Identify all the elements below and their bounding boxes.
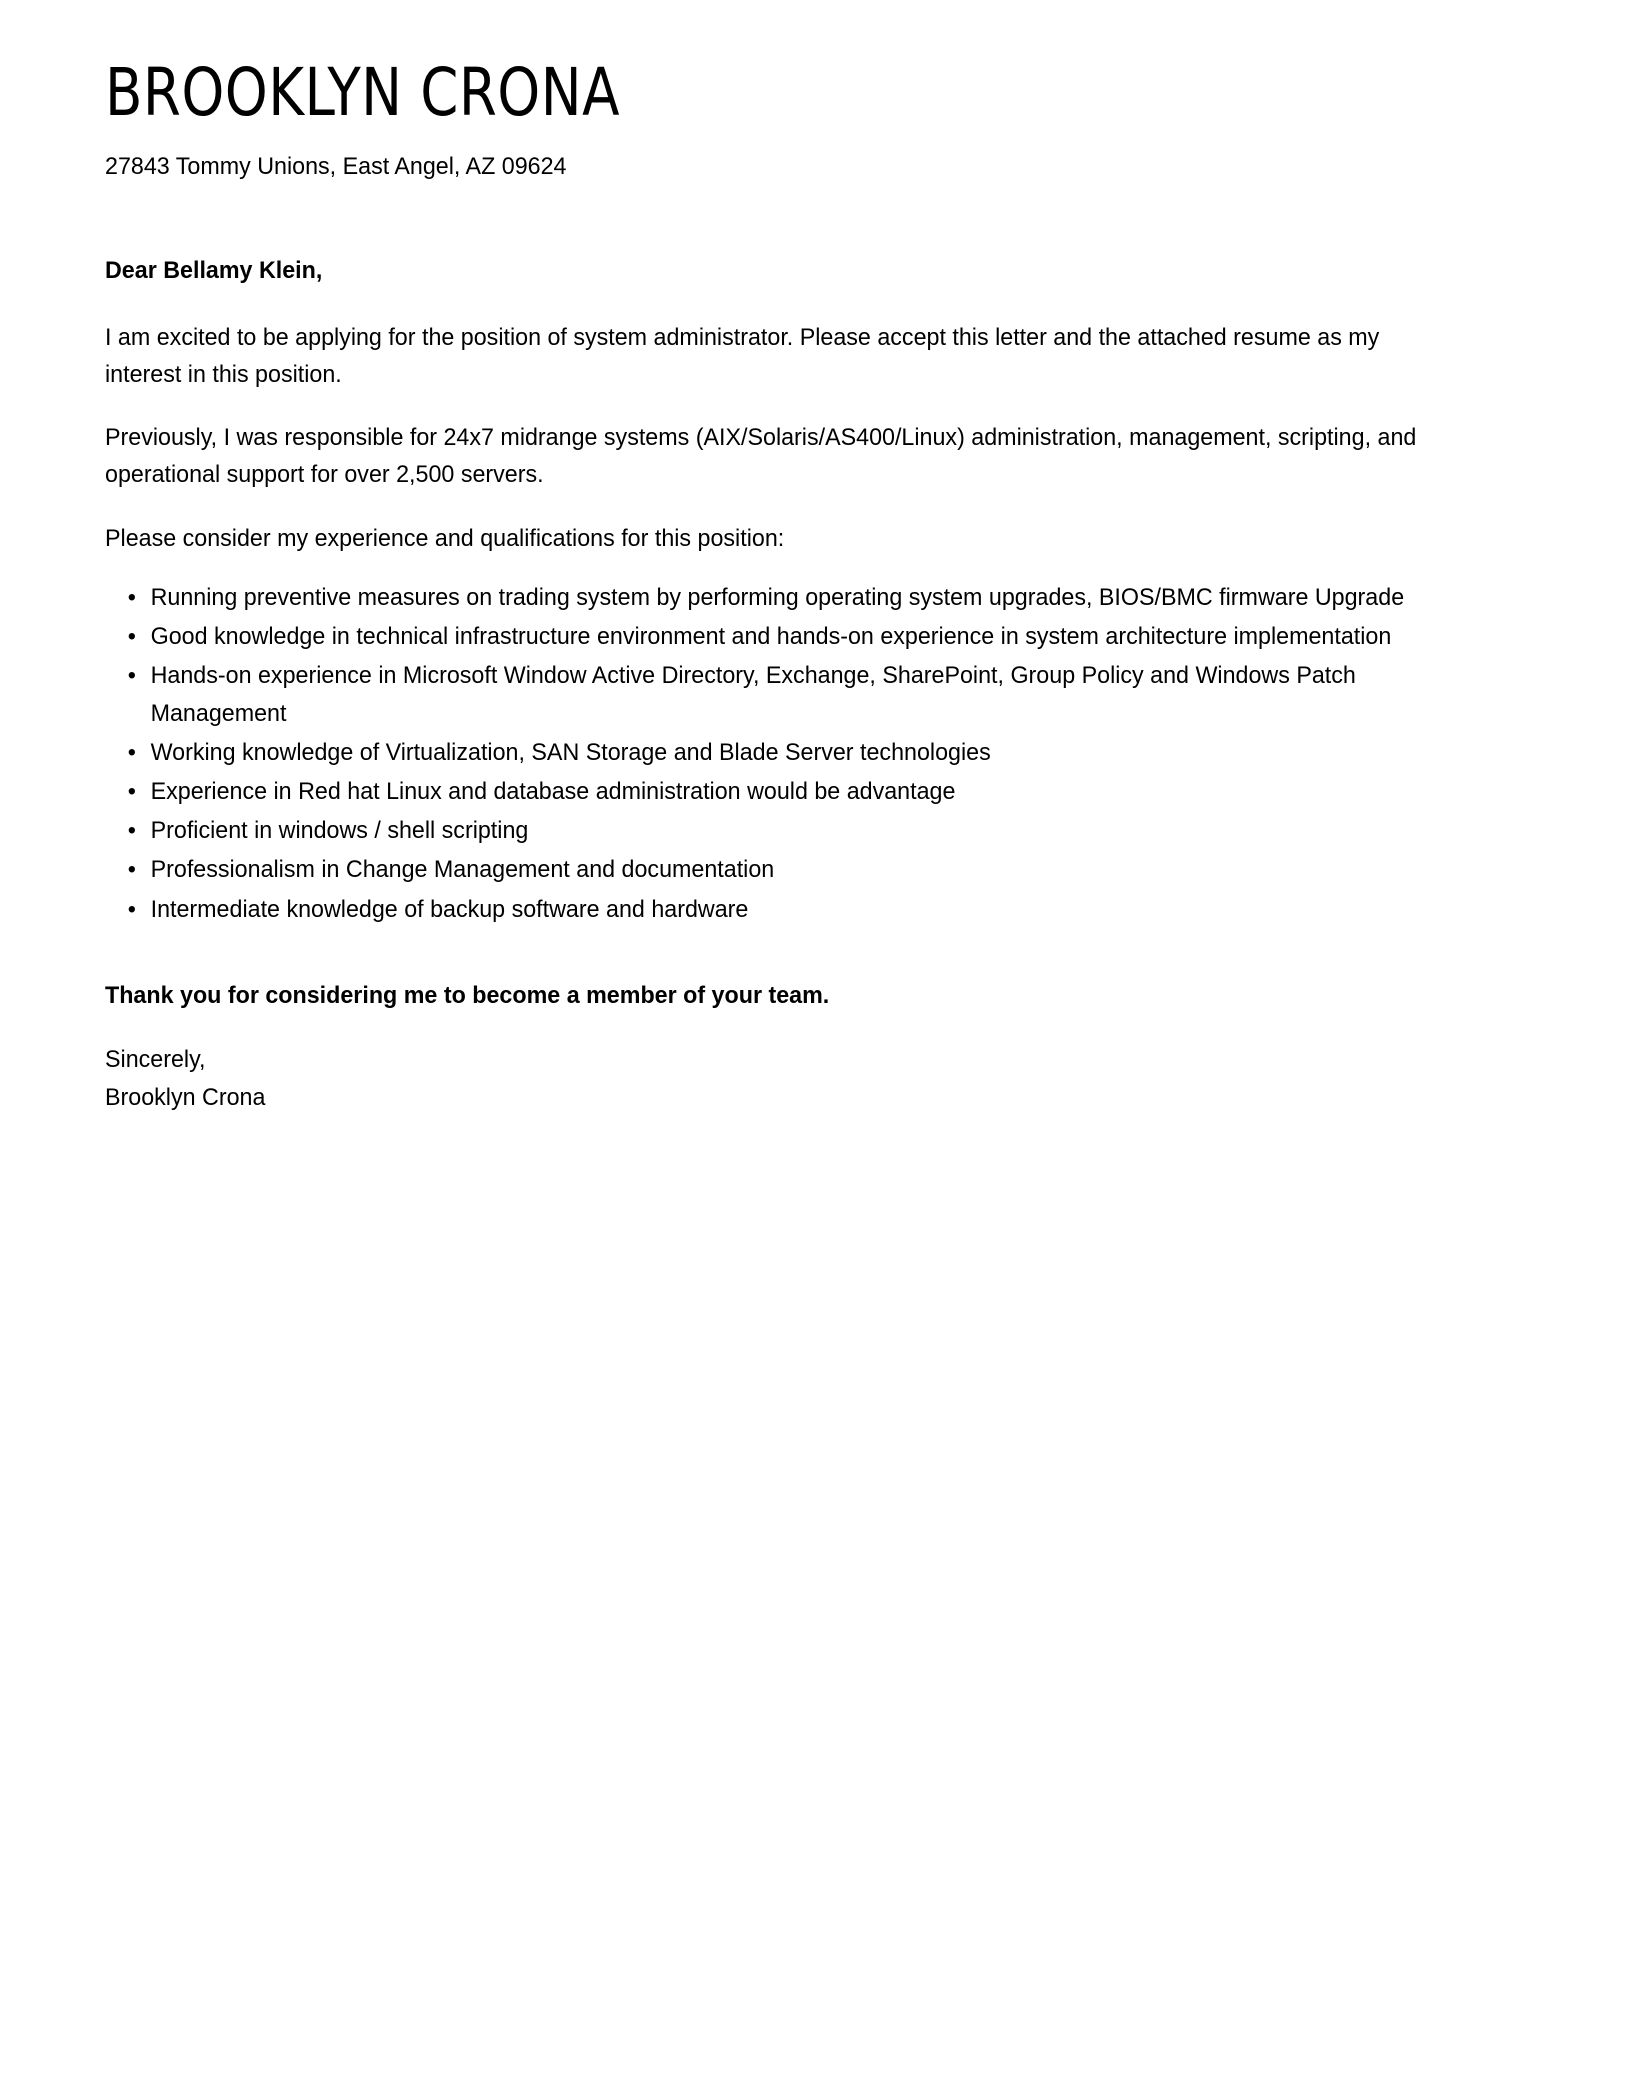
signature-block <box>105 1013 1435 1115</box>
letter-content <box>105 0 1505 1116</box>
list-item: • Good knowledge in technical infrastructure environment and hands-on experience in system architecture implementation <box>105 618 1449 655</box>
signature-name: Brooklyn Crona <box>105 1083 266 1111</box>
list-item: • Working knowledge of Virtualization, SAN Storage and Blade Server technologies <box>105 734 1449 771</box>
list-item: • Professionalism in Change Management and documentation <box>105 851 1449 888</box>
page-title: BROOKLYN CRONA <box>105 54 620 131</box>
list-item: • Running preventive measures on trading system by performing operating system upgrades, BIOS/BMC firmware Upgrade <box>105 579 1449 616</box>
qualifications-intro: Please consider my experience and qualifications for this position: <box>105 524 785 552</box>
address-line: 27843 Tommy Unions, East Angel, AZ 09624 <box>105 153 567 181</box>
list-item: • Experience in Red hat Linux and database administration would be advantage <box>105 773 1449 810</box>
list-item: • Hands-on experience in Microsoft Window Active Directory, Exchange, SharePoint, Group Policy and Windows Patch Management <box>105 657 1449 731</box>
body-paragraph-2: Previously, I was responsible for 24x7 midrange systems (AIX/Solaris/AS400/Linux) administration, management, scripting, and operational support for over 2,500 servers. <box>105 424 1417 489</box>
closing-thanks: Thank you for considering me to become a member of your team. <box>105 981 830 1009</box>
body-paragraph-1: I am excited to be applying for the position of system administrator. Please accept this letter and the attached resume as my interest in this position. <box>105 323 1380 388</box>
list-item: • Proficient in windows / shell scripting <box>105 812 1449 849</box>
letter-body <box>105 183 1505 1116</box>
list-item: • Intermediate knowledge of backup software and hardware <box>105 891 1449 928</box>
signoff-line: Sincerely, <box>105 1046 206 1074</box>
qualifications-list <box>105 579 1449 928</box>
salutation: Dear Bellamy Klein, <box>105 257 323 285</box>
